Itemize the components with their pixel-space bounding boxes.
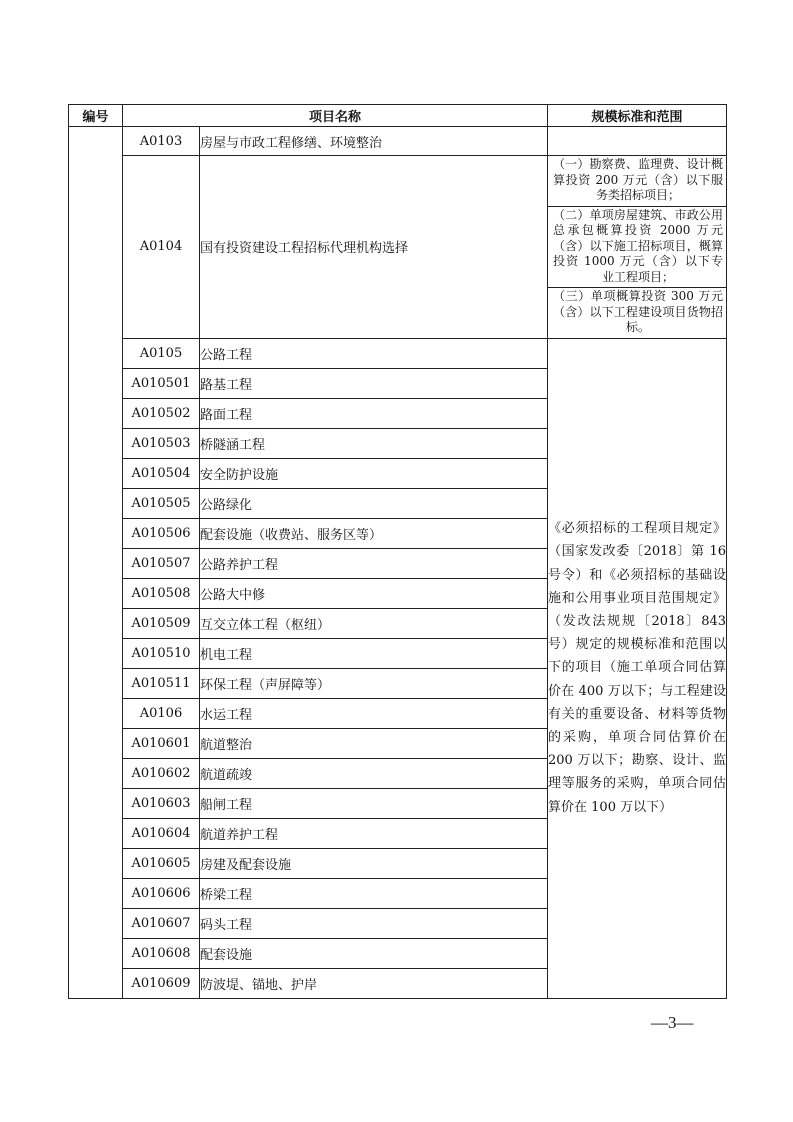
item-name: 配套设施: [200, 938, 548, 968]
scale-cell-empty: [548, 127, 727, 156]
table-header-row: [69, 105, 727, 127]
item-code: A010509: [123, 608, 200, 638]
table-row: [69, 127, 727, 156]
item-code: A010504: [123, 458, 200, 488]
item-name: 房屋与市政工程修缮、环境整治: [200, 127, 548, 156]
header-scale: 规模标准和范围: [548, 105, 727, 127]
item-code: A010510: [123, 638, 200, 668]
scale-block: （三）单项概算投资 300 万元（含）以下工程建设项目货物招标。: [553, 289, 724, 334]
item-name: 桥梁工程: [200, 878, 548, 908]
item-code: A010603: [123, 788, 200, 818]
item-name: 路面工程: [200, 398, 548, 428]
item-name: 航道疏竣: [200, 758, 548, 788]
item-code: A010502: [123, 398, 200, 428]
item-name: 船闸工程: [200, 788, 548, 818]
header-no: 编号: [69, 105, 123, 127]
table-row: [69, 156, 727, 339]
item-code: A0104: [123, 156, 200, 339]
a0104-scale-cell: [548, 156, 727, 339]
item-name: 航道整治: [200, 728, 548, 758]
item-name: 公路绿化: [200, 488, 548, 518]
item-code: A010606: [123, 878, 200, 908]
item-name: 配套设施（收费站、服务区等）: [200, 518, 548, 548]
project-table: [68, 104, 727, 999]
item-code: A010607: [123, 908, 200, 938]
item-code: A010507: [123, 548, 200, 578]
item-name: 码头工程: [200, 908, 548, 938]
item-name: 互交立体工程（枢纽）: [200, 608, 548, 638]
item-name: 水运工程: [200, 698, 548, 728]
item-code: A010506: [123, 518, 200, 548]
item-code: A010511: [123, 668, 200, 698]
page-number: —3—: [651, 1013, 694, 1032]
item-code: A010505: [123, 488, 200, 518]
item-code: A010609: [123, 968, 200, 998]
item-name: 桥隧涵工程: [200, 428, 548, 458]
item-name: 机电工程: [200, 638, 548, 668]
item-code: A010605: [123, 848, 200, 878]
item-name: 房建及配套设施: [200, 848, 548, 878]
item-code: A010503: [123, 428, 200, 458]
rule-text-cell: 《必须招标的工程项目规定》（国家发改委〔2018〕第 16 号令）和《必须招标的基础设施和公用事业项目范围规定》（发改法规规〔2018〕843 号）规定的规模标准和范围以下的项目（施工单项合同估算价在 400 万以下；与工程建设有关的重要设备、材料等货物的采购，单项合同估算价在 200 万以下；勘察、设计、监理等服务的采购，单项合同估算价在 100 万以下）: [548, 338, 727, 998]
item-name: 防波堤、锚地、护岸: [200, 968, 548, 998]
item-code: A0106: [123, 698, 200, 728]
item-code: A0105: [123, 338, 200, 368]
item-code: A010602: [123, 758, 200, 788]
item-code: A0103: [123, 127, 200, 156]
item-name: 安全防护设施: [200, 458, 548, 488]
scale-block: （一）勘察费、监理费、设计概算投资 200 万元（含）以下服务类招标项目；: [548, 156, 726, 207]
item-name: 航道养护工程: [200, 818, 548, 848]
item-name: 环保工程（声屏障等）: [200, 668, 548, 698]
item-name: 路基工程: [200, 368, 548, 398]
item-code: A010508: [123, 578, 200, 608]
item-name: 公路工程: [200, 338, 548, 368]
item-code: A010604: [123, 818, 200, 848]
item-code: A010608: [123, 938, 200, 968]
item-code: A010601: [123, 728, 200, 758]
item-name: 公路养护工程: [200, 548, 548, 578]
item-name: 公路大中修: [200, 578, 548, 608]
scale-block: （二）单项房屋建筑、市政公用总承包概算投资 2000 万元（含）以下施工招标项目，概算投资 1000 万元（含）以下专业工程项目；: [548, 207, 726, 289]
item-name: 国有投资建设工程招标代理机构选择: [200, 156, 548, 339]
header-name: 项目名称: [123, 105, 548, 127]
item-code: A010501: [123, 368, 200, 398]
table-row: [69, 338, 727, 368]
category-cell: [69, 127, 123, 999]
